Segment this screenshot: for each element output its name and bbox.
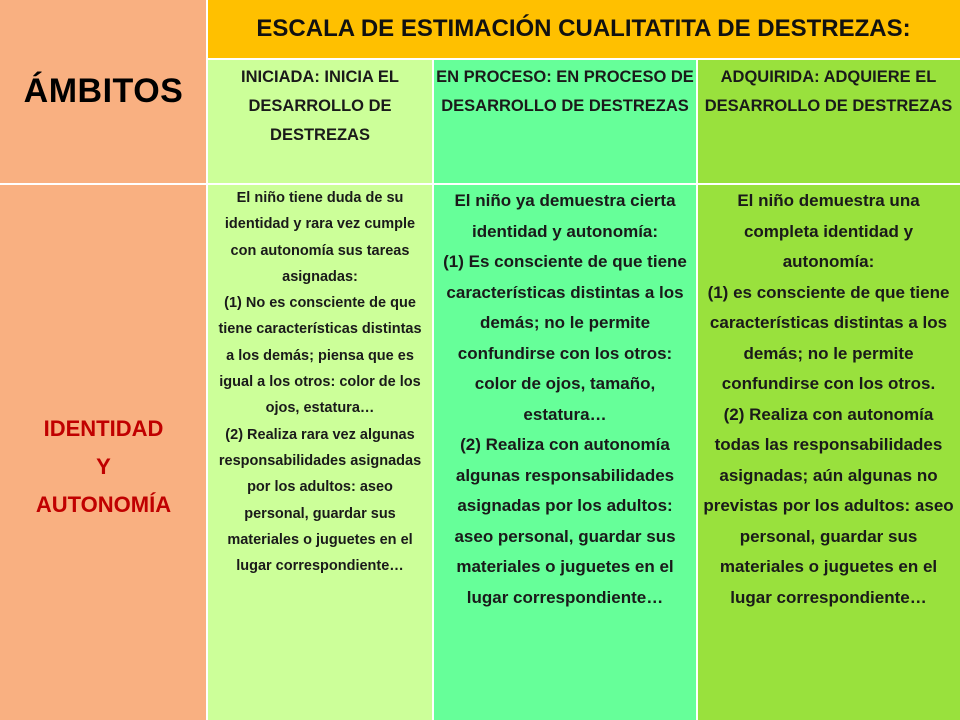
description-en-proceso: [433, 183, 697, 720]
level-header-adquirida: ADQUIRIDA: ADQUIERE EL DESARROLLO DE DESTREZAS: [697, 58, 960, 183]
row-ambito-label: [36, 382, 171, 524]
row-ambito-line: Y: [96, 453, 111, 479]
description-paragraph: (1) es consciente de que tiene características distintas a los demás; no le permite confundirse con los otros.: [707, 282, 950, 393]
row-ambito-line: AUTONOMÍA: [35, 491, 172, 517]
ambitos-header-cell: [0, 0, 207, 183]
row-ambito-line: IDENTIDAD: [43, 415, 164, 441]
column-divider: [432, 58, 434, 720]
description-paragraph: (2) Realiza con autonomía todas las responsabilidades asignadas; aún algunas no previstas por los adultos: aseo personal, guardar sus materiales o juguetes en el lugar correspondiente…: [703, 404, 954, 607]
description-paragraph: El niño ya demuestra cierta identidad y autonomía:: [454, 191, 676, 241]
description-paragraph: (2) Realiza con autonomía algunas responsabilidades asignadas por los adultos: aseo personal, guardar sus materiales o juguetes en el lugar correspondiente…: [454, 435, 676, 607]
description-paragraph: El niño tiene duda de su identidad y rara vez cumple con autonomía sus tareas asignadas:: [224, 190, 416, 285]
description-paragraph: (1) Es consciente de que tiene características distintas a los demás; no le permite confundirse con los otros: color de ojos, tamaño, estatura…: [443, 252, 687, 424]
description-paragraph: (2) Realiza rara vez algunas responsabilidades asignadas por los adultos: aseo personal, guardar sus materiales o juguetes en el lugar correspondiente…: [218, 426, 422, 575]
ambitos-header-label: ÁMBITOS: [23, 72, 184, 110]
description-iniciada: [207, 183, 433, 720]
description-adquirida: [697, 183, 960, 720]
level-header-iniciada: INICIADA: INICIA EL DESARROLLO DE DESTREZAS: [207, 58, 433, 183]
level-header-en-proceso: EN PROCESO: EN PROCESO DE DESARROLLO DE DESTREZAS: [433, 58, 697, 183]
description-paragraph: El niño demuestra una completa identidad y autonomía:: [737, 191, 920, 271]
column-divider: [206, 0, 208, 720]
row-ambito-cell: [0, 183, 207, 720]
scale-title-cell: [207, 0, 960, 58]
scale-title: ESCALA DE ESTIMACIÓN CUALITATITA DE DESTREZAS:: [256, 15, 911, 42]
column-divider: [696, 58, 698, 720]
description-paragraph: (1) No es consciente de que tiene características distintas a los demás; piensa que es igual a los otros: color de los ojos, estatura…: [218, 295, 422, 417]
